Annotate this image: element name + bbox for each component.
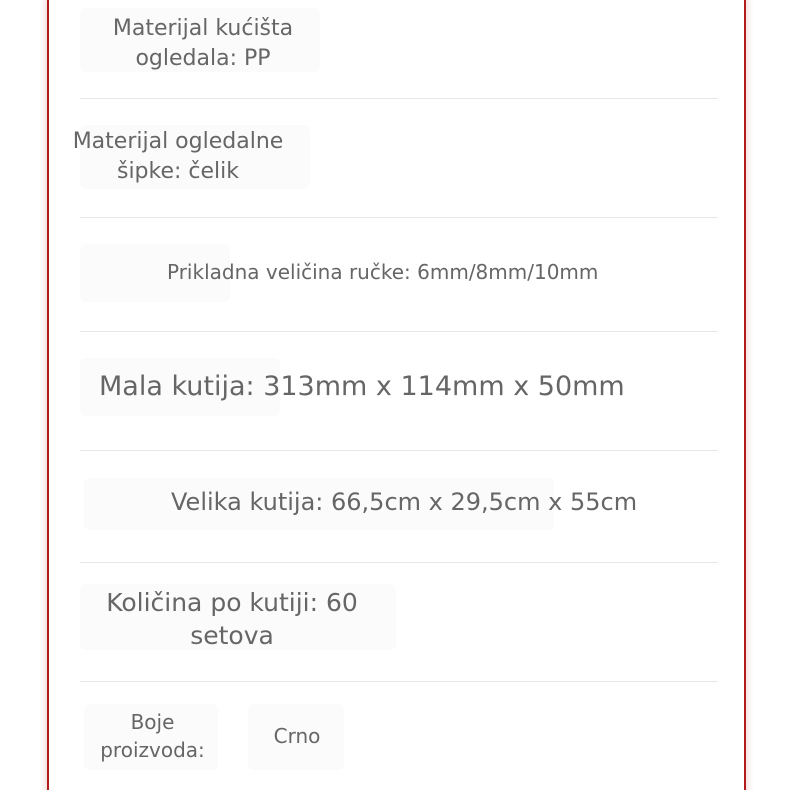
spec-qty-per-box	[86, 586, 378, 652]
row-divider	[80, 217, 718, 218]
row-divider	[80, 681, 718, 682]
spec-line: setova	[190, 621, 274, 650]
spec-line: Materijal kućišta	[112, 16, 294, 41]
spec-colors-label	[86, 708, 219, 764]
row-divider	[80, 98, 718, 99]
spec-colors-value: Crno	[273, 724, 321, 748]
spec-line: šipke: čelik	[116, 159, 240, 184]
row-divider	[80, 450, 718, 451]
spec-line: Boje	[130, 710, 175, 734]
spec-small-box: Mala kutija: 313mm x 114mm x 50mm	[99, 371, 625, 402]
spec-line: Materijal ogledalne	[72, 129, 284, 154]
spec-line: ogledala: PP	[135, 46, 271, 71]
spec-housing-material	[80, 14, 326, 74]
spec-rod-material	[56, 127, 300, 187]
row-divider	[80, 331, 718, 332]
spec-line: proizvoda:	[100, 738, 205, 762]
spec-handle-size: Prikladna veličina ručke: 6mm/8mm/10mm	[167, 260, 599, 284]
row-divider	[80, 562, 718, 563]
spec-line: Količina po kutiji: 60	[106, 588, 358, 617]
spec-large-box: Velika kutija: 66,5cm x 29,5cm x 55cm	[171, 488, 638, 516]
